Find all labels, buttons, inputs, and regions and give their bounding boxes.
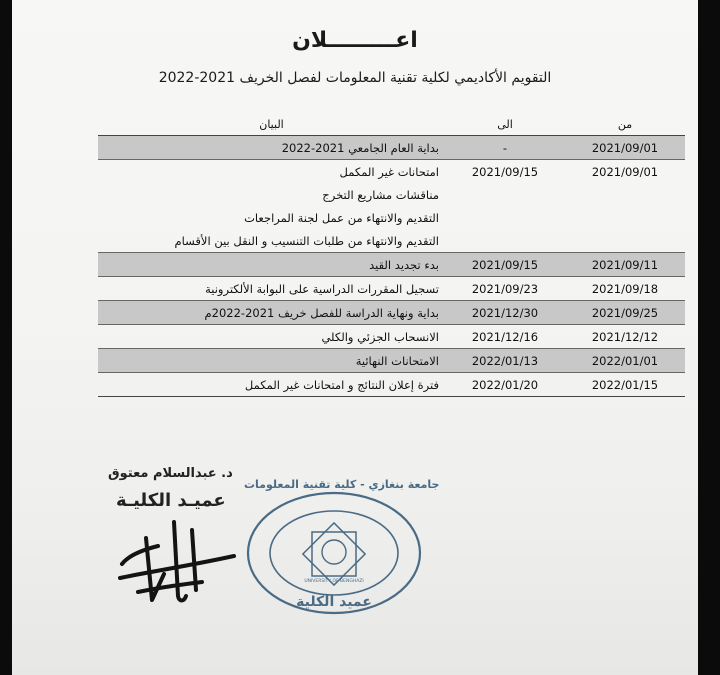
cell-to: 2021/12/16: [445, 325, 565, 349]
cell-to: 2021/09/15: [445, 253, 565, 277]
table-row: [98, 373, 685, 397]
cell-to: [445, 229, 565, 253]
cell-from: 2021/09/01: [591, 164, 659, 179]
stamp-ring-text: جامعة بنغازي - كلية تقنية المعلومات: [244, 478, 440, 491]
table-row: [98, 253, 685, 277]
cell-description: فترة إعلان النتائج و امتحانات غير المكمل: [98, 373, 445, 397]
cell-from: 2021/09/18: [565, 277, 685, 301]
cell-from: 2021/09/01: [565, 136, 685, 160]
stamp-bottom-text: عميد الكلية: [296, 594, 372, 610]
table-header-row: [98, 113, 685, 136]
cell-to: [445, 206, 565, 229]
signatory-name: د. عبدالسلام معتوق: [108, 466, 233, 481]
announcement-subtitle: التقويم الأكاديمي لكلية تقنية المعلومات لفصل الخريف 2021-2022: [158, 70, 552, 86]
cell-description: مناقشات مشاريع التخرج: [322, 187, 439, 202]
cell-from: 2021/09/11: [565, 253, 685, 277]
announcement-paper: [12, 0, 698, 675]
header-from: من: [565, 113, 685, 136]
stamp-center-caption: UNIVERSITY OF BENGHAZI: [304, 579, 364, 584]
table-row: [98, 349, 685, 373]
table-row: [98, 277, 685, 301]
table-row: [98, 183, 685, 206]
header-description: البيان: [98, 113, 445, 136]
table-row: [98, 301, 685, 325]
table-row: [98, 229, 685, 253]
cell-to: 2022/01/20: [445, 373, 565, 397]
cell-to: 2021/09/23: [445, 277, 565, 301]
cell-description: بداية العام الجامعي 2021-2022: [98, 136, 445, 160]
table-row: [98, 136, 685, 160]
cell-to: [445, 183, 565, 206]
cell-from: [565, 183, 685, 206]
table-body: [98, 136, 685, 397]
cell-description: التقديم والانتهاء من طلبات التنسيب و النقل بين الأقسام: [98, 229, 445, 253]
announcement-heading: اعـــــــــلان: [292, 28, 418, 53]
college-dean-stamp: [244, 478, 440, 618]
cell-from: 2021/09/25: [565, 301, 685, 325]
cell-description: التقديم والانتهاء من عمل لجنة المراجعات: [244, 210, 439, 225]
academic-calendar-table: [98, 113, 685, 397]
cell-from: [565, 229, 685, 253]
cell-to: 2022/01/13: [445, 349, 565, 373]
cell-description: امتحانات غير المكمل: [339, 164, 439, 179]
cell-description: الامتحانات النهائية: [98, 349, 445, 373]
cell-description: تسجيل المقررات الدراسية على البوابة الألكترونية: [98, 277, 445, 301]
table-row: [98, 325, 685, 349]
cell-to: 2021/09/15: [471, 164, 539, 179]
signatory-title: عميـد الكليـة: [116, 490, 226, 511]
handwritten-signature: [118, 516, 238, 606]
cell-to: -: [445, 136, 565, 160]
cell-from: [565, 206, 685, 229]
cell-to: 2021/12/30: [445, 301, 565, 325]
cell-description: الانسحاب الجزئي والكلي: [98, 325, 445, 349]
table-row: [98, 160, 685, 184]
cell-from: 2021/12/12: [565, 325, 685, 349]
cell-description: بدء تجديد القيد: [98, 253, 445, 277]
cell-from: 2022/01/15: [565, 373, 685, 397]
header-to: الى: [445, 113, 565, 136]
table-row: [98, 206, 685, 229]
cell-from: 2022/01/01: [565, 349, 685, 373]
cell-description: بداية ونهاية الدراسة للفصل خريف 2021-2022م: [98, 301, 445, 325]
